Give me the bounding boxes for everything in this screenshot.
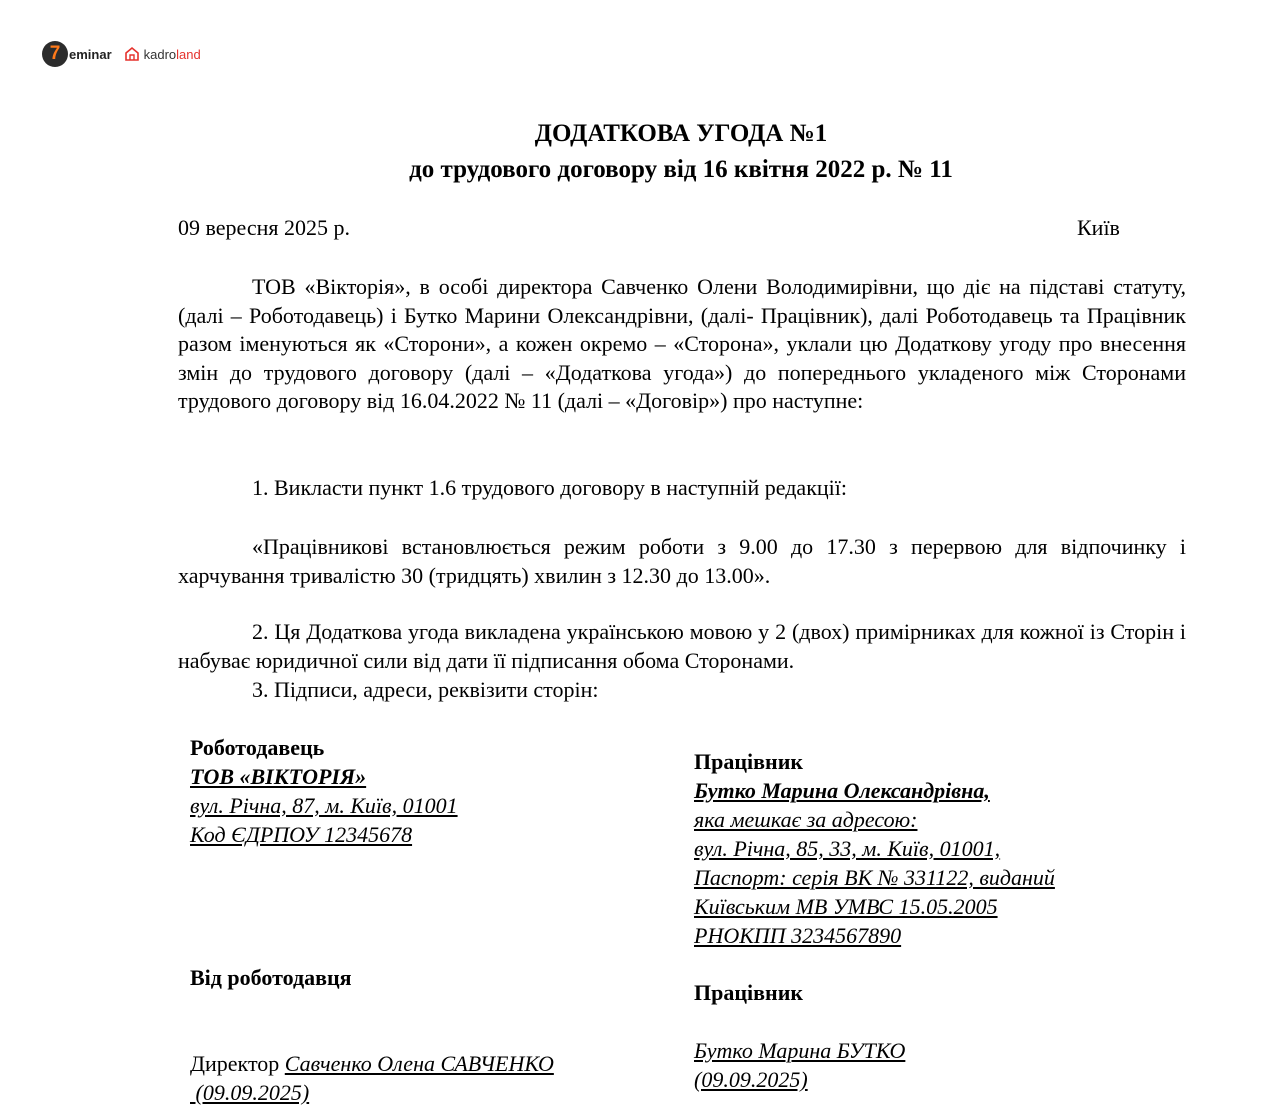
header-logos	[42, 38, 201, 70]
kadroland-logo-text-dark: kadro	[143, 46, 177, 62]
clause-1-quote: «Працівникові встановлюється режим роботи з 9.00 до 17.30 з перервою для відпочинку і харчування тривалістю 30 (тридцять) хвилин з 12.30 до 13.00».	[178, 534, 1186, 588]
seminar-logo-icon: 7	[42, 41, 68, 67]
clause-3: 3. Підписи, адреси, реквізити сторін:	[252, 677, 599, 702]
employer-code: Код ЄДРПОУ 12345678	[190, 822, 413, 847]
employee-passport-issued: Київським МВ УМВС 15.05.2005	[694, 894, 998, 919]
house-icon	[124, 46, 140, 62]
employee-sign-date: (09.09.2025)	[694, 1067, 808, 1092]
document-date: 09 вересня 2025 р.	[178, 215, 350, 240]
employer-sign-heading: Від роботодавця	[190, 965, 352, 990]
employer-name: ТОВ «ВІКТОРІЯ»	[190, 764, 367, 789]
kadroland-logo	[124, 46, 201, 62]
clause-2: 2. Ця Додаткова угода викладена українською мовою у 2 (двох) примірниках для кожної із Сторін і набуває юридичної сили від дати її підписання обома Сторонами.	[178, 619, 1186, 673]
employer-sign-date: (09.09.2025)	[190, 1080, 310, 1105]
document-subtitle: до трудового договору від 16 квітня 2022 р. № 11	[409, 156, 953, 183]
clause-1: 1. Викласти пункт 1.6 трудового договору в наступній редакції:	[252, 475, 847, 500]
document-city: Київ	[1077, 215, 1120, 240]
employee-sign-heading: Працівник	[694, 980, 804, 1005]
employee-address: вул. Річна, 85, 33, м. Київ, 01001,	[694, 836, 1001, 861]
employee-resides: яка мешкає за адресою:	[694, 807, 918, 832]
employee-signature: Бутко Марина БУТКО	[694, 1038, 906, 1063]
employee-heading: Працівник	[694, 749, 804, 774]
employee-rnokpp: РНОКПП 3234567890	[694, 923, 902, 948]
seminar-logo	[42, 41, 112, 67]
document-title: ДОДАТКОВА УГОДА №1	[534, 120, 828, 147]
seminar-logo-text: eminar	[69, 46, 112, 62]
intro-paragraph: ТОВ «Вікторія», в особі директора Савченко Олени Володимирівни, що діє на підставі статуту, (далі – Роботодавець) і Бутко Марини Олександрівни, (далі- Працівник), далі Роботодавець та Працівник разом іменуються як «Сторони», а кожен окремо – «Сторона», уклали цю Додаткову угоду про внесення змін до трудового договору (далі – «Додаткова угода») до попереднього укладеного між Сторонами трудового договору від 16.04.2022 № 11 (далі – «Договір») про наступне:	[178, 274, 1186, 414]
employer-signature: Савченко Олена САВЧЕНКО	[284, 1051, 554, 1076]
employer-signature-line	[190, 1049, 554, 1078]
employer-address: вул. Річна, 87, м. Київ, 01001	[190, 793, 458, 818]
employee-name: Бутко Марина Олександрівна,	[694, 778, 990, 803]
employer-heading: Роботодавець	[190, 735, 325, 760]
employee-passport: Паспорт: серія ВК № 331122, виданий	[694, 865, 1055, 890]
kadroland-logo-text-accent: land	[176, 46, 201, 62]
employer-position: Директор	[190, 1051, 285, 1076]
